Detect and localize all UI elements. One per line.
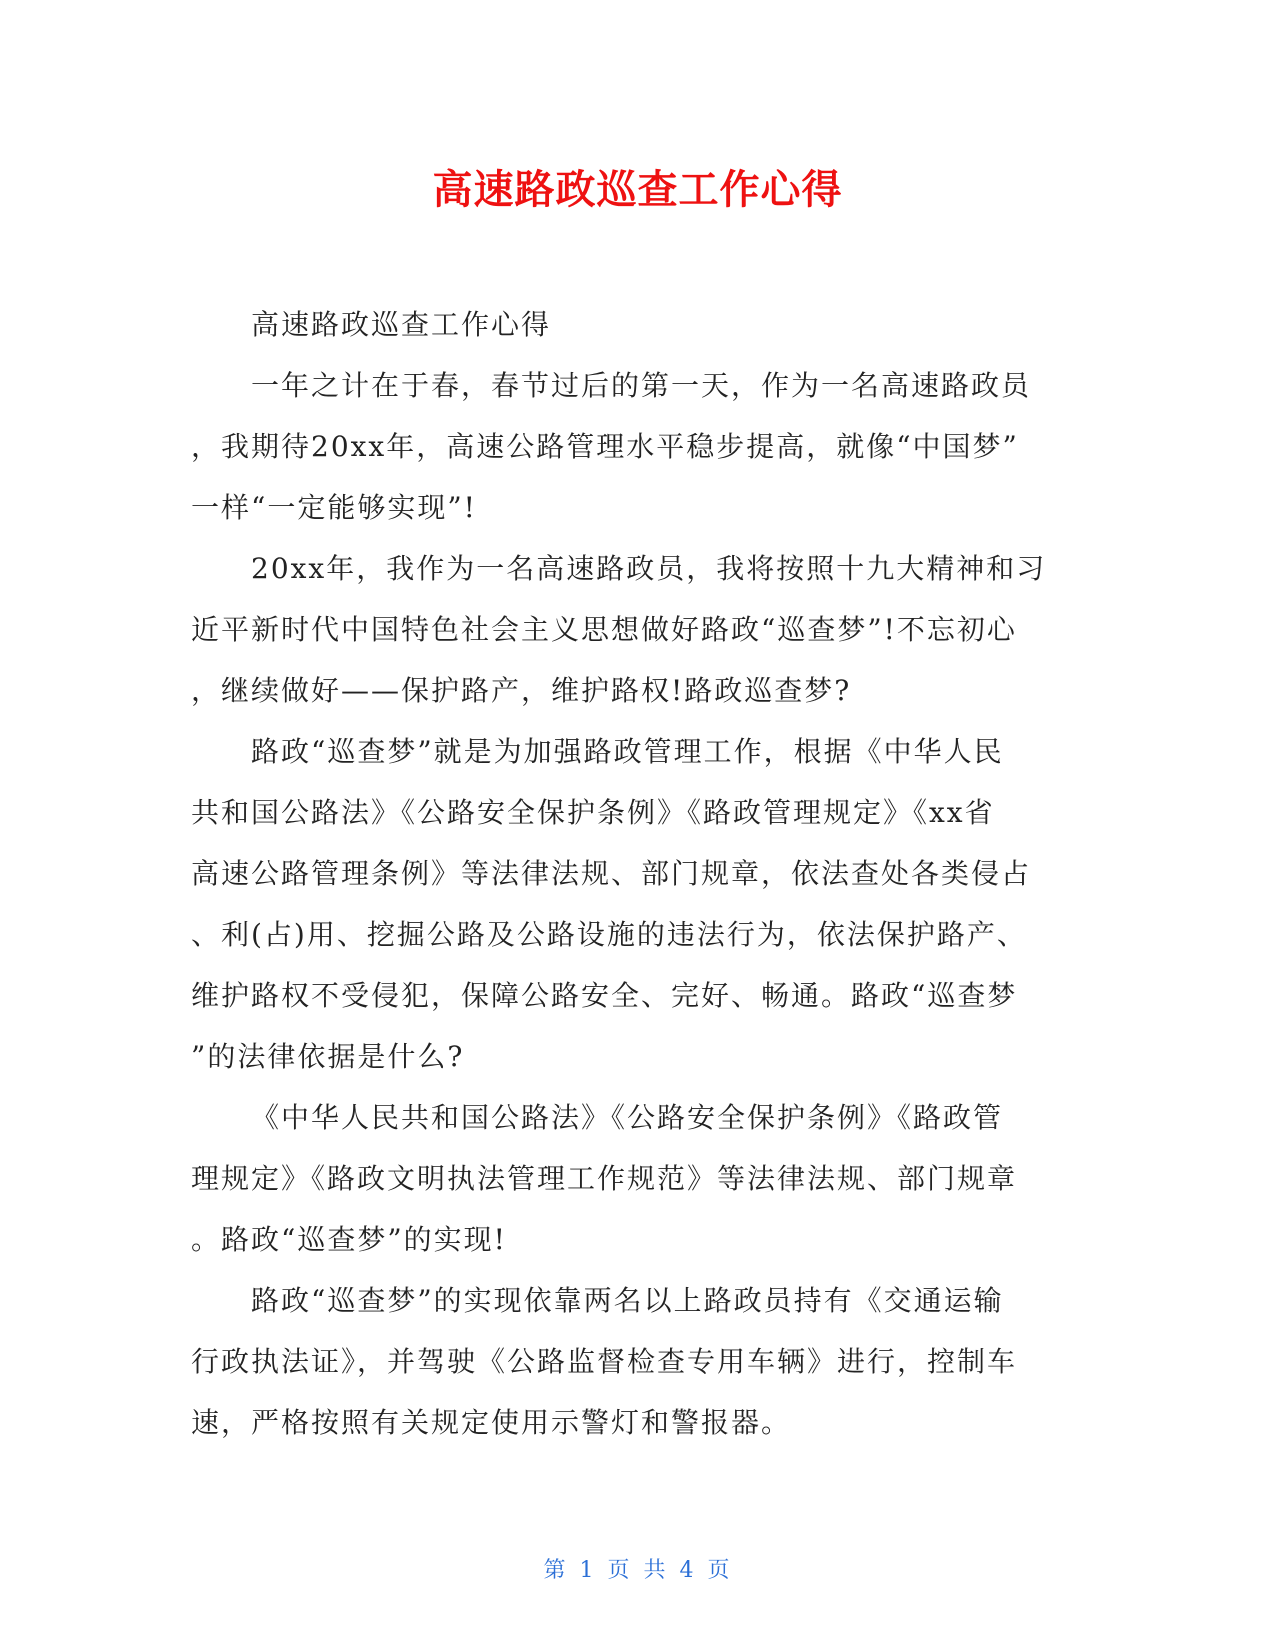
paragraph-line: 共和国公路法》《公路安全保护条例》《路政管理规定》《xx省 — [191, 796, 995, 829]
paragraph-heading: 高速路政巡查工作心得 — [251, 308, 552, 341]
paragraph-line: 20xx年，我作为一名高速路政员，我将按照十九大精神和习 — [251, 552, 1047, 585]
page-footer — [0, 1553, 1275, 1584]
paragraph-line: 路政“巡查梦”就是为加强路政管理工作，根据《中华人民 — [251, 735, 1004, 768]
paragraph-line: ”的法律依据是什么? — [191, 1040, 465, 1073]
paragraph-line: 。路政“巡查梦”的实现! — [191, 1223, 507, 1256]
paragraph-line: 高速公路管理条例》等法律法规、部门规章，依法查处各类侵占 — [191, 857, 1032, 890]
footer-word-total: 共 — [643, 1558, 668, 1583]
footer-total-pages: 4 — [679, 1558, 696, 1583]
footer-word-page: 第 — [543, 1558, 568, 1583]
paragraph-line: 路政“巡查梦”的实现依靠两名以上路政员持有《交通运输 — [251, 1284, 1004, 1317]
paragraph-line: 一样“一定能够实现”! — [191, 491, 477, 524]
paragraph-line: 维护路权不受侵犯，保障公路安全、完好、畅通。路政“巡查梦 — [191, 979, 1018, 1012]
paragraph-line: 行政执法证》，并驾驶《公路监督检查专用车辆》进行，控制车 — [191, 1345, 1018, 1378]
footer-current-page: 1 — [579, 1558, 596, 1583]
paragraph-line: ，我期待20xx年，高速公路管理水平稳步提高，就像“中国梦” — [191, 430, 1019, 463]
page-title: 高速路政巡查工作心得 — [432, 167, 843, 213]
paragraph-line: ，继续做好——保护路产，维护路权!路政巡查梦? — [191, 674, 852, 707]
footer-word-total-suffix: 页 — [707, 1558, 732, 1583]
footer-word-page-suffix: 页 — [607, 1558, 632, 1583]
paragraph-line: 《中华人民共和国公路法》《公路安全保护条例》《路政管 — [251, 1101, 1004, 1134]
document-body — [191, 294, 1071, 1453]
paragraph-line: 一年之计在于春，春节过后的第一天，作为一名高速路政员 — [251, 369, 1032, 402]
paragraph-line: 近平新时代中国特色社会主义思想做好路政“巡查梦”!不忘初心 — [191, 613, 1017, 646]
paragraph-line: 速，严格按照有关规定使用示警灯和警报器。 — [191, 1406, 792, 1439]
paragraph-line: 、利(占)用、挖掘公路及公路设施的违法行为，依法保护路产、 — [191, 918, 1027, 951]
paragraph-line: 理规定》《路政文明执法管理工作规范》等法律法规、部门规章 — [191, 1162, 1018, 1195]
